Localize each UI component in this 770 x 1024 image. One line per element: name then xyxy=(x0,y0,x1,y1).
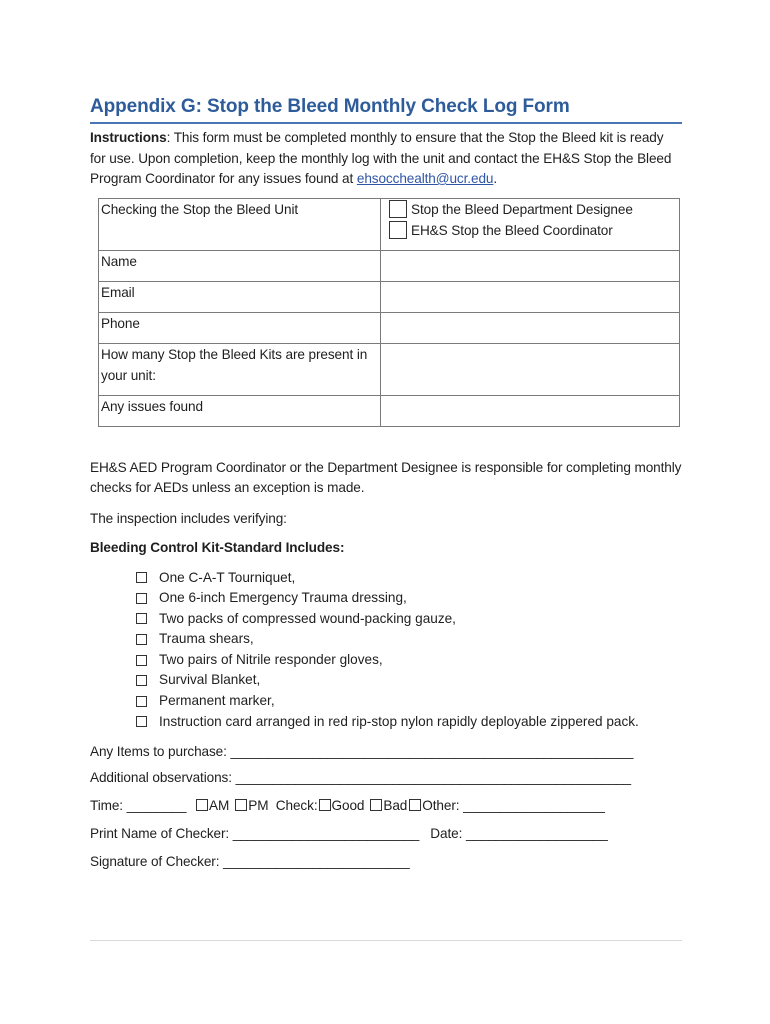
phone-field[interactable] xyxy=(381,312,680,343)
checkbox-icon[interactable] xyxy=(136,716,147,727)
checkbox[interactable] xyxy=(389,200,407,218)
bad-checkbox[interactable] xyxy=(370,799,382,811)
additional-observations-field[interactable]: Additional observations: _____________________________________________________ xyxy=(90,770,632,786)
email-field[interactable] xyxy=(381,281,680,312)
items-to-purchase-field[interactable]: Any Items to purchase: ______________________________________________________ xyxy=(90,744,634,760)
page-title: Appendix G: Stop the Bleed Monthly Check Log Form xyxy=(90,96,682,124)
time-field[interactable]: Time: ________ xyxy=(90,798,187,814)
list-item: Survival Blanket, xyxy=(136,670,682,691)
other-checkbox[interactable] xyxy=(409,799,421,811)
email-link[interactable]: ehsocchealth@ucr.edu xyxy=(356,171,494,186)
time-check-row: Time: ________ AM PM Check: Good Bad Other: ___________________ xyxy=(90,798,605,814)
list-item: Trauma shears, xyxy=(136,629,682,650)
checkbox[interactable] xyxy=(389,221,407,239)
checking-unit-label: Checking the Stop the Bleed Unit xyxy=(99,198,381,250)
list-item: Instruction card arranged in red rip-stop nylon rapidly deployable zippered pack. xyxy=(136,712,682,733)
name-field[interactable] xyxy=(381,250,680,281)
phone-label: Phone xyxy=(99,312,381,343)
name-label: Name xyxy=(99,250,381,281)
good-checkbox[interactable] xyxy=(319,799,331,811)
signature-field[interactable]: Signature of Checker: _________________________ xyxy=(90,854,410,870)
kits-count-field[interactable] xyxy=(381,343,680,395)
list-item: Two pairs of Nitrile responder gloves, xyxy=(136,650,682,671)
checkbox-icon[interactable] xyxy=(136,593,147,604)
check-label: Check: xyxy=(275,798,318,814)
date-field[interactable]: Date: ___________________ xyxy=(430,826,608,842)
checkbox-icon[interactable] xyxy=(136,696,147,707)
other-field[interactable]: Other: ___________________ xyxy=(422,798,605,814)
check-log-table xyxy=(98,198,680,427)
checkbox-icon[interactable] xyxy=(136,613,147,624)
print-name-field[interactable]: Print Name of Checker: _________________________ xyxy=(90,826,420,842)
kit-heading: Bleeding Control Kit-Standard Includes: xyxy=(90,540,345,555)
checker-role-options xyxy=(381,198,680,250)
option-department-designee[interactable]: Stop the Bleed Department Designee xyxy=(383,199,677,220)
instructions-text: : This form must be completed monthly to ensure that the Stop the Bleed kit is ready for use. Upon completion, keep the monthly log with the unit and contact the EH&S Stop the Bleed Program Coordinator for any issues found at xyxy=(90,130,672,186)
list-item: One C-A-T Tourniquet, xyxy=(136,568,682,589)
instructions: Instructions: This form must be completed monthly to ensure that the Stop the Bleed kit is ready for use. Upon completion, keep the monthly log with the unit and contact the EH&S Stop the Bleed Program Coordinator for any issues found at ehsocchealth@ucr.edu. xyxy=(90,130,672,186)
checkbox-icon[interactable] xyxy=(136,634,147,645)
option-ehs-coordinator[interactable]: EH&S Stop the Bleed Coordinator xyxy=(383,220,677,241)
checkbox-icon[interactable] xyxy=(136,572,147,583)
kits-count-label: How many Stop the Bleed Kits are present in your unit: xyxy=(99,343,381,395)
issues-field[interactable] xyxy=(381,395,680,426)
list-item: Two packs of compressed wound-packing gauze, xyxy=(136,609,682,630)
kit-items-list xyxy=(136,568,682,733)
list-item: Permanent marker, xyxy=(136,691,682,712)
instructions-label: Instructions xyxy=(90,130,167,145)
email-label: Email xyxy=(99,281,381,312)
aed-note: EH&S AED Program Coordinator or the Department Designee is responsible for completing monthly checks for AEDs unless an exception is made. xyxy=(90,459,682,495)
footer-divider xyxy=(90,940,682,941)
issues-label: Any issues found xyxy=(99,395,381,426)
list-item: One 6-inch Emergency Trauma dressing, xyxy=(136,588,682,609)
am-checkbox[interactable] xyxy=(196,799,208,811)
inspection-intro: The inspection includes verifying: xyxy=(90,510,287,526)
document-page xyxy=(90,96,682,869)
checkbox-icon[interactable] xyxy=(136,655,147,666)
pm-checkbox[interactable] xyxy=(235,799,247,811)
checkbox-icon[interactable] xyxy=(136,675,147,686)
name-date-row xyxy=(90,826,682,841)
